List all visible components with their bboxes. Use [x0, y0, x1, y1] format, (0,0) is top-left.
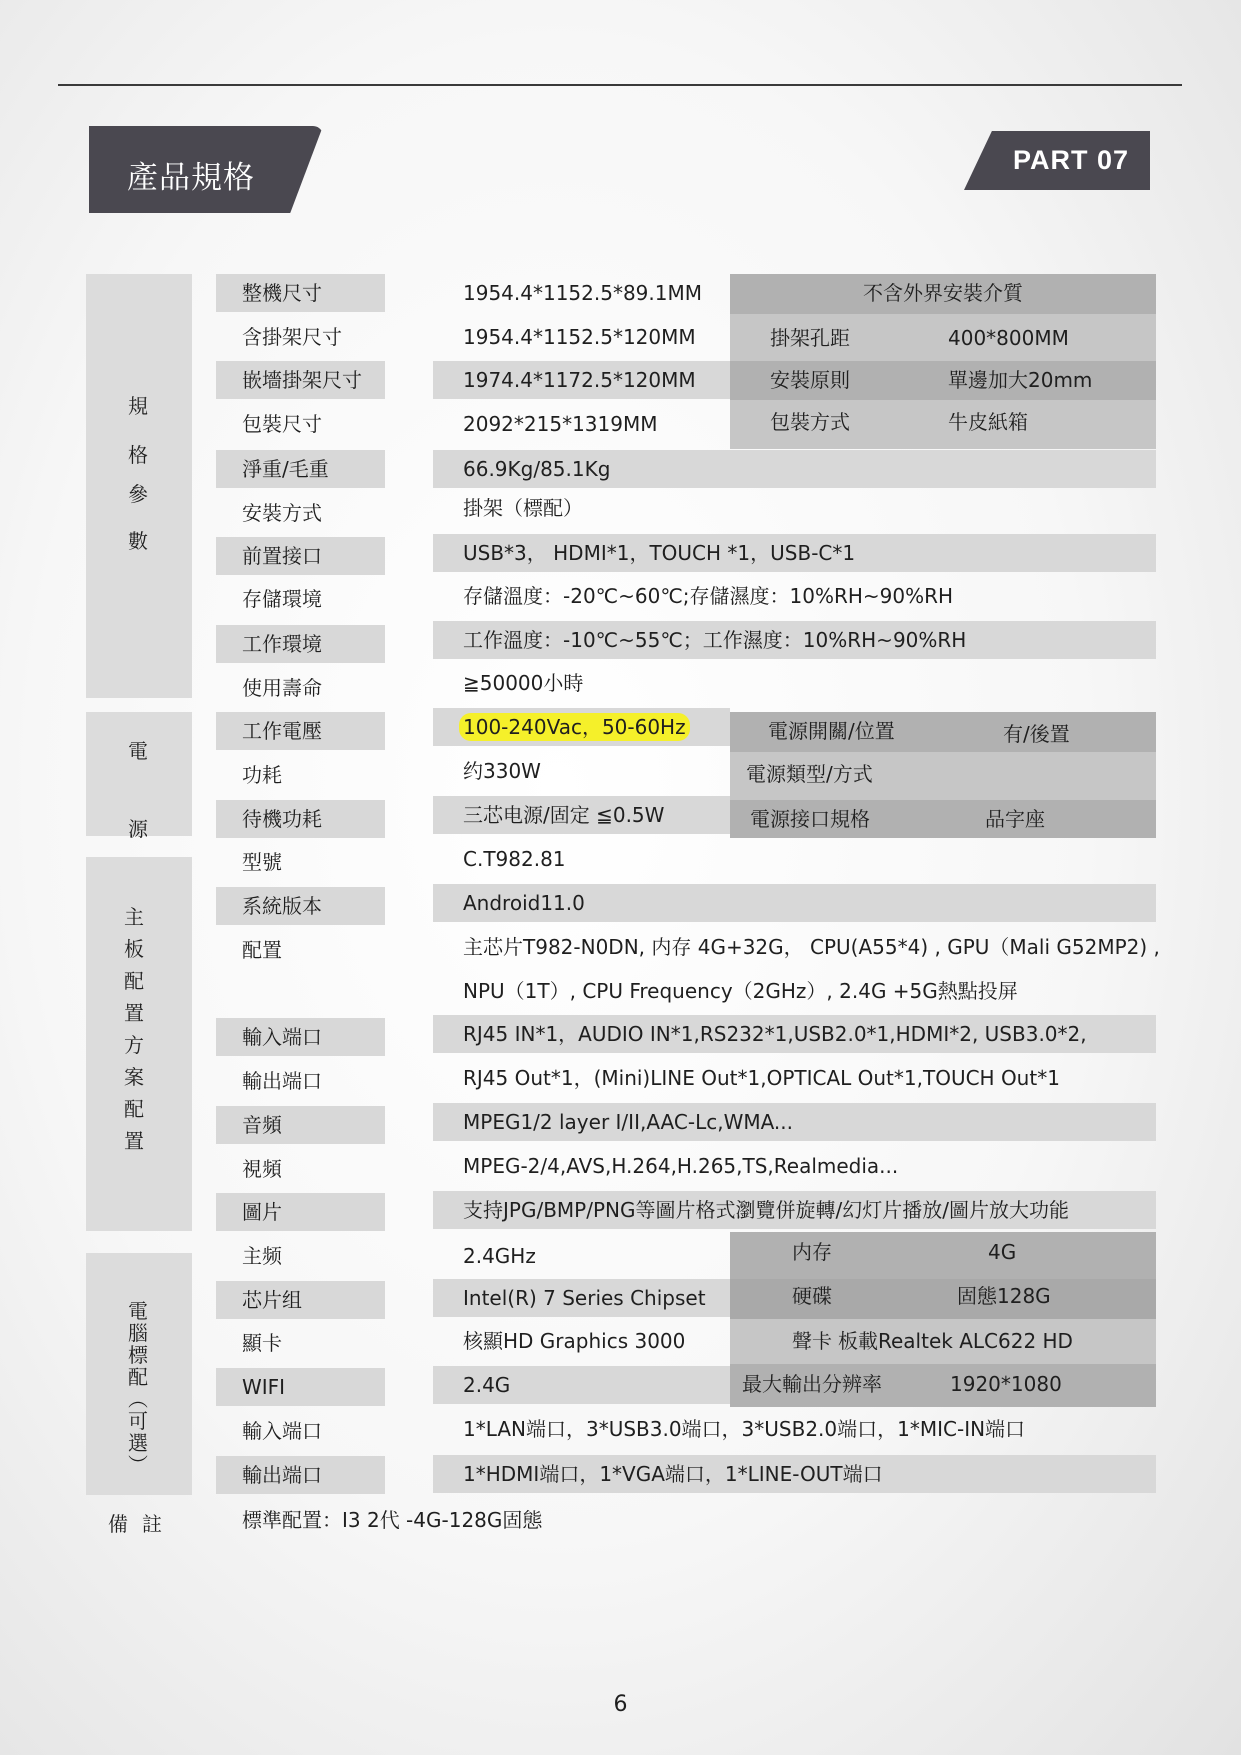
side-key: 硬碟 — [792, 1284, 832, 1308]
side-cell — [730, 1319, 1156, 1364]
group-pc-char: 標 — [128, 1343, 148, 1367]
side-value: 品字座 — [985, 807, 1045, 831]
row-label: 整機尺寸 — [216, 274, 385, 312]
row-value: 2.4G — [433, 1366, 730, 1404]
row-label: 安裝方式 — [242, 501, 322, 525]
row-value: 1*LAN端口，3*USB3.0端口，3*USB2.0端口，1*MIC-IN端口 — [463, 1417, 1026, 1441]
row-label: 淨重/毛重 — [216, 450, 385, 488]
row-value: 掛架（標配） — [463, 496, 583, 520]
row-value: 66.9Kg/85.1Kg — [433, 450, 1156, 488]
side-cell — [730, 1279, 1156, 1319]
row-value: ≧50000小時 — [463, 671, 584, 695]
group-board-char: 置 — [124, 1129, 144, 1153]
row-value: 2.4GHz — [463, 1244, 536, 1268]
group-board-char: 方 — [124, 1033, 144, 1057]
row-value: USB*3， HDMI*1，TOUCH *1，USB-C*1 — [433, 534, 1156, 572]
row-label: 顯卡 — [242, 1331, 282, 1355]
row-value: 工作溫度：-10℃~55℃；工作濕度：10%RH~90%RH — [433, 621, 1156, 659]
row-value-cont: NPU（1T）, CPU Frequency（2GHz）, 2.4G +5G熱點投屏 — [463, 979, 1018, 1003]
group-board-char: 板 — [124, 937, 144, 961]
side-key: 掛架孔距 — [770, 326, 850, 350]
side-key: 聲卡 — [792, 1329, 832, 1353]
group-pc-char: 電 — [128, 1299, 148, 1323]
row-value: 支持JPG/BMP/PNG等圖片格式瀏覽併旋轉/幻灯片播放/圖片放大功能 — [433, 1191, 1156, 1229]
side-key: 電源類型/方式 — [746, 762, 873, 786]
group-board-char: 置 — [124, 1001, 144, 1025]
row-label: 前置接口 — [216, 537, 385, 575]
side-cell — [730, 361, 1156, 400]
part-label: PART 07 — [1013, 145, 1130, 175]
row-value: 约330W — [463, 759, 541, 783]
row-label: 輸出端口 — [242, 1069, 322, 1093]
row-label: 芯片组 — [216, 1281, 385, 1319]
group-spec-char: 規 — [128, 394, 148, 418]
side-key: 電源接口規格 — [750, 807, 870, 831]
row-value: RJ45 IN*1，AUDIO IN*1,RS232*1,USB2.0*1,HDMI*2, USB3.0*2, — [433, 1015, 1156, 1053]
side-key: 安裝原則 — [770, 368, 850, 392]
group-pc-char: 配 — [128, 1365, 148, 1389]
row-label: 工作環境 — [216, 625, 385, 663]
group-pc-char: 腦 — [128, 1321, 148, 1345]
side-value: 單邊加大20mm — [948, 368, 1093, 392]
row-value: RJ45 Out*1，(Mini)LINE Out*1,OPTICAL Out*1,TOUCH Out*1 — [463, 1066, 1060, 1090]
group-board-char: 配 — [124, 969, 144, 993]
row-label: WIFI — [216, 1368, 385, 1406]
row-label: 主频 — [242, 1244, 282, 1268]
row-label: 音頻 — [216, 1106, 385, 1144]
row-value: Android11.0 — [433, 884, 1156, 922]
group-pc-char: ︵ — [128, 1387, 148, 1411]
row-value: C.T982.81 — [463, 847, 566, 871]
row-value: MPEG1/2 layer I/II,AAC-Lc,WMA... — [433, 1103, 1156, 1141]
row-label: 存儲環境 — [242, 587, 322, 611]
side-cell — [730, 752, 1156, 800]
side-value: 400*800MM — [948, 326, 1069, 350]
group-power-char: 源 — [128, 817, 148, 841]
side-key: 電源開關/位置 — [768, 719, 895, 743]
side-value: 4G — [988, 1240, 1017, 1264]
row-label: 輸入端口 — [242, 1419, 322, 1443]
side-key: 最大輸出分辨率 — [742, 1372, 882, 1396]
row-value: 主芯片T982-N0DN, 内存 4G+32G， CPU(A55*4) , GPU（Mali G52MP2) , — [463, 935, 1160, 959]
side-value: 牛皮紙箱 — [948, 410, 1028, 434]
row-value: Intel(R) 7 Series Chipset — [433, 1279, 730, 1317]
row-value — [433, 708, 730, 746]
side-cell — [730, 400, 1156, 449]
row-label: 待機功耗 — [216, 800, 385, 838]
remark-text: 標準配置：I3 2代 -4G-128G固態 — [242, 1508, 543, 1532]
row-value: 1954.4*1152.5*120MM — [463, 325, 696, 349]
row-value: 1*HDMI端口，1*VGA端口，1*LINE-OUT端口 — [433, 1455, 1156, 1493]
group-pc-char: ︶ — [128, 1453, 148, 1477]
row-label: 視頻 — [242, 1157, 282, 1181]
row-value: 2092*215*1319MM — [463, 412, 658, 436]
row-label: 包裝尺寸 — [242, 412, 322, 436]
row-value: 核顯HD Graphics 3000 — [463, 1329, 686, 1353]
row-label: 型號 — [242, 850, 282, 874]
side-value: 固態128G — [957, 1284, 1051, 1308]
row-value: MPEG-2/4,AVS,H.264,H.265,TS,Realmedia... — [463, 1154, 899, 1178]
group-spec-char: 格 — [128, 443, 148, 467]
page-number: 6 — [613, 1692, 628, 1717]
side-cell — [730, 1232, 1156, 1279]
group-board-char: 配 — [124, 1097, 144, 1121]
row-label: 工作電壓 — [216, 712, 385, 750]
side-key: 包裝方式 — [770, 410, 850, 434]
row-label: 功耗 — [242, 763, 282, 787]
group-pc-char: 選 — [128, 1431, 148, 1455]
group-board-char: 主 — [124, 905, 144, 929]
side-cell — [730, 274, 1156, 314]
row-label: 嵌墻掛架尺寸 — [216, 361, 385, 399]
side-cell — [730, 800, 1156, 838]
remark-label: 備註 — [108, 1512, 176, 1536]
row-value: 1954.4*1152.5*89.1MM — [463, 281, 703, 305]
side-value: 1920*1080 — [950, 1372, 1062, 1396]
group-pc-char: 可 — [128, 1409, 148, 1433]
group-spec-char: 參 — [128, 482, 148, 506]
row-label: 系統版本 — [216, 887, 385, 925]
top-rule — [58, 84, 1182, 86]
side-cell — [730, 1364, 1156, 1407]
highlighted-voltage: 100-240Vac，50-60Hz — [459, 713, 690, 741]
side-key: 内存 — [792, 1240, 832, 1264]
row-label: 配置 — [242, 938, 282, 962]
side-note: 不含外界安裝介質 — [863, 281, 1023, 305]
row-label: 使用壽命 — [242, 676, 322, 700]
side-cell — [730, 314, 1156, 361]
row-label: 輸出端口 — [216, 1456, 385, 1494]
page-title: 產品規格 — [127, 160, 255, 196]
row-value: 1974.4*1172.5*120MM — [433, 361, 730, 399]
row-label: 含掛架尺寸 — [242, 325, 342, 349]
group-board-char: 案 — [124, 1065, 144, 1089]
side-value: 有/後置 — [1003, 722, 1070, 746]
side-value: 板載Realtek ALC622 HD — [838, 1329, 1073, 1353]
group-power-char: 電 — [128, 739, 148, 763]
row-label: 圖片 — [216, 1193, 385, 1231]
side-cell — [730, 712, 1156, 752]
row-value: 存儲溫度：-20℃~60℃;存儲濕度：10%RH~90%RH — [463, 584, 954, 608]
row-value: 三芯电源/固定 ≦0.5W — [433, 796, 730, 834]
group-spec-char: 數 — [128, 529, 148, 553]
row-label: 輸入端口 — [216, 1018, 385, 1056]
